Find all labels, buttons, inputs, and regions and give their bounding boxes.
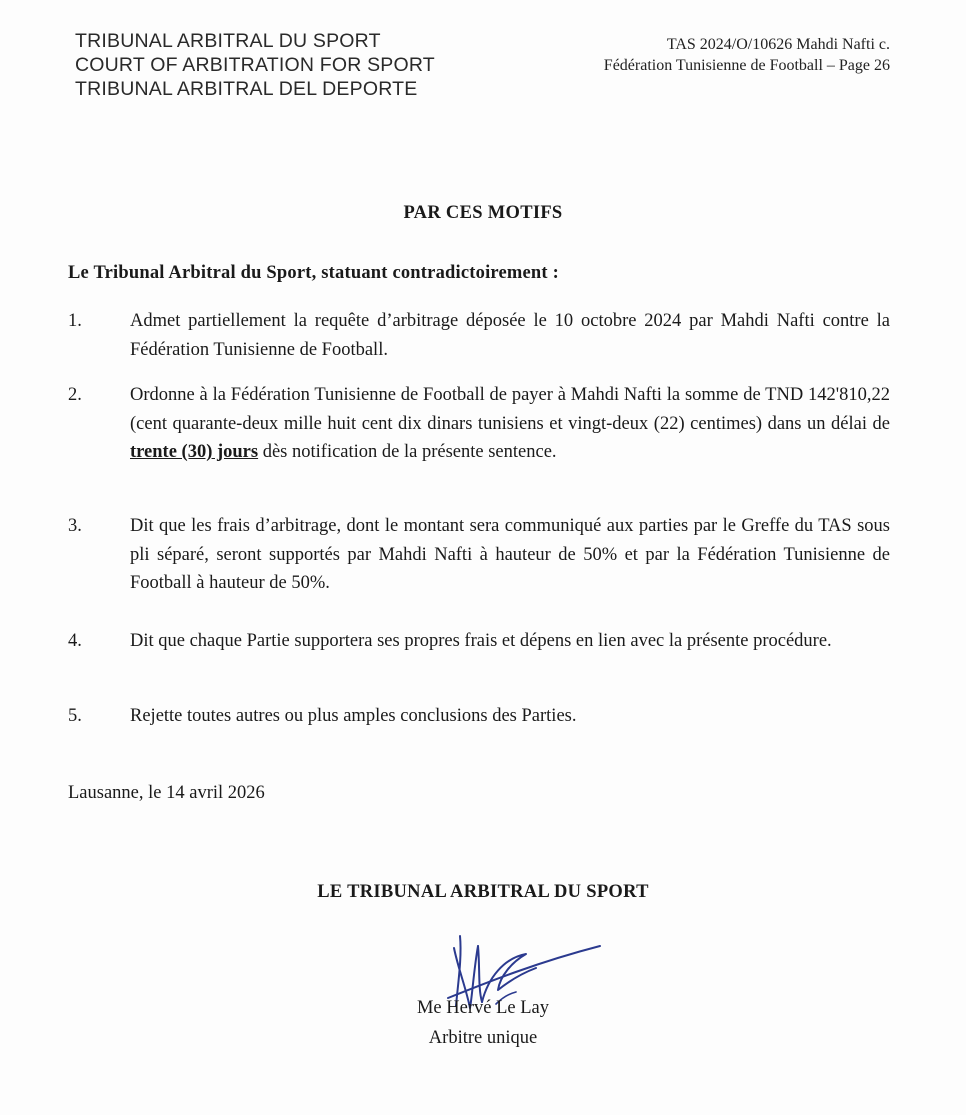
case-ref-line-1: TAS 2024/O/10626 Mahdi Nafti c.: [666, 36, 890, 53]
case-reference: [604, 34, 890, 76]
tribunal-signature-heading: LE TRIBUNAL ARBITRAL DU SPORT: [317, 882, 649, 902]
operative-item-1: [68, 307, 890, 364]
intro-statement: Le Tribunal Arbitral du Sport, statuant contradictoirement :: [68, 263, 559, 283]
item-text: Dit que chaque Partie supportera ses propres frais et dépens en lien avec la présente procédure.: [130, 631, 832, 651]
operative-item-2: [68, 381, 890, 467]
operative-item-4: [68, 627, 890, 656]
item-text: Rejette toutes autres ou plus amples conclusions des Parties.: [130, 706, 577, 726]
item-number: 2.: [68, 385, 82, 405]
letterhead: [75, 29, 435, 101]
item-text-before: Ordonne à la Fédération Tunisienne de Football de payer à Mahdi Nafti la somme de TND 142'810,22 (cent quarante-deux mille huit cent dix dinars tunisiens et vingt-deux (22) centimes) dans un délai de: [130, 385, 890, 434]
item-text: Dit que les frais d’arbitrage, dont le montant sera communiqué aux parties par le Greffe du TAS sous pli séparé, seront supportés par Mahdi Nafti à hauteur de 50% et par la Fédération Tunisienne de Football à hauteur de 50%.: [130, 516, 890, 593]
item-text-after: dès notification de la présente sentence.: [258, 442, 557, 462]
org-name-fr: TRIBUNAL ARBITRAL DU SPORT: [75, 30, 381, 52]
arbitrator-role: Arbitre unique: [428, 1028, 538, 1048]
operative-item-5: [68, 702, 890, 731]
arbitrator-name: Me Hervé Le Lay: [416, 998, 549, 1018]
org-name-en: COURT OF ARBITRATION FOR SPORT: [75, 54, 435, 76]
deadline-emphasis: trente (30) jours: [130, 442, 259, 462]
place-and-date: Lausanne, le 14 avril 2026: [68, 783, 265, 803]
item-text: Admet partiellement la requête d’arbitrage déposée le 10 octobre 2024 par Mahdi Nafti contre la Fédération Tunisienne de Football.: [130, 311, 890, 360]
org-name-es: TRIBUNAL ARBITRAL DEL DEPORTE: [75, 78, 418, 100]
signature-stroke: [478, 946, 482, 1002]
section-title: PAR CES MOTIFS: [403, 203, 563, 223]
item-text: [130, 381, 890, 467]
item-number: 1.: [68, 311, 82, 331]
item-number: 4.: [68, 631, 82, 651]
item-number: 3.: [68, 516, 82, 536]
case-ref-line-2: Fédération Tunisienne de Football – Page 26: [603, 57, 890, 74]
item-number: 5.: [68, 706, 82, 726]
operative-item-3: [68, 512, 890, 598]
